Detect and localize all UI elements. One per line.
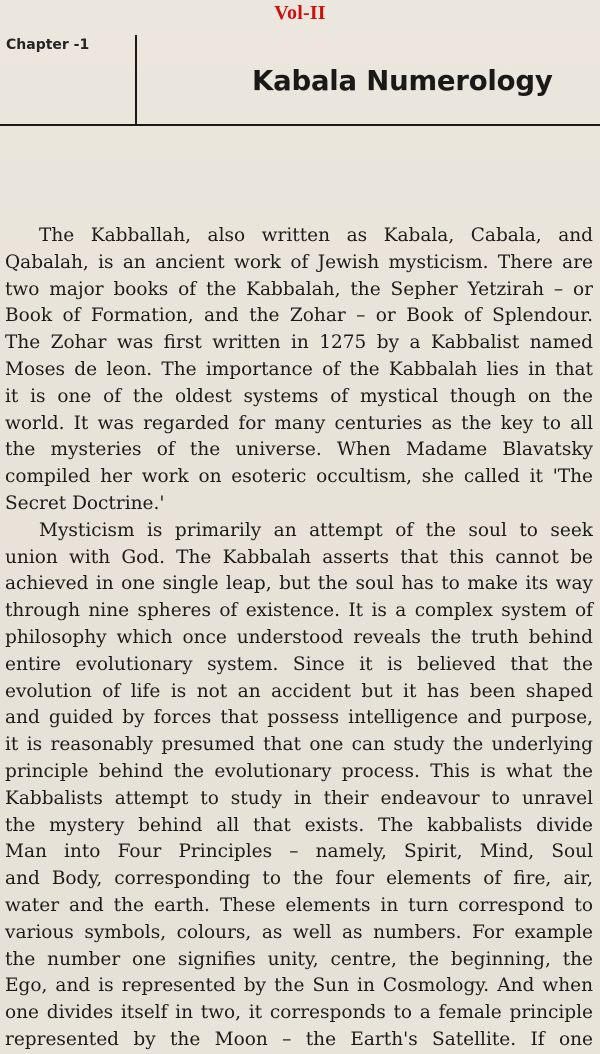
text-line: various symbols, colours, as well as numbers. For example [5, 921, 593, 943]
text-line: through nine spheres of existence. It is a complex system of [5, 600, 593, 622]
text-line: Mysticism is primarily an attempt of the soul to seek [39, 519, 593, 541]
text-line: Book of Formation, and the Zohar – or Book of Splendour. [5, 305, 593, 327]
chapter-label: Chapter -1 [6, 37, 90, 53]
text-line: the number one signifies unity, centre, the beginning, the [5, 948, 593, 970]
text-line: Ego, and is represented by the Sun in Cosmology. And when [5, 975, 593, 997]
volume-label: Vol-II [274, 2, 326, 24]
header-divider-horizontal [0, 124, 600, 126]
header-divider-vertical [135, 35, 137, 126]
chapter-title: Kabala Numerology [252, 65, 553, 97]
paragraph [5, 518, 593, 1054]
text-line: Qabalah, is an ancient work of Jewish mysticism. There are [5, 251, 593, 273]
text-line: world. It was regarded for many centuries as the key to all [5, 412, 593, 434]
text-line: Secret Doctrine.' [5, 492, 165, 514]
text-line: philosophy which once understood reveals the truth behind [5, 626, 593, 648]
text-line: entire evolutionary system. Since it is believed that the [5, 653, 593, 675]
text-line: Man into Four Principles – namely, Spirit, Mind, Soul [5, 841, 593, 863]
text-line: it is reasonably presumed that one can study the underlying [5, 734, 593, 756]
text-line: two major books of the Kabbalah, the Sepher Yetzirah – or [5, 278, 593, 300]
text-line: principle behind the evolutionary process. This is what the [5, 760, 593, 782]
paragraph [5, 223, 593, 518]
text-line: compiled her work on esoteric occultism, she called it 'The [5, 466, 593, 488]
text-line: water and the earth. These elements in turn correspond to [5, 894, 593, 916]
text-line: represented by the Moon – the Earth's Satellite. If one [5, 1028, 593, 1050]
text-line: and Body, corresponding to the four elements of fire, air, [5, 868, 593, 890]
chapter-header [0, 27, 600, 127]
text-line: Kabbalists attempt to study in their endeavour to unravel [5, 787, 593, 809]
text-line: one divides itself in two, it corresponds to a female principle [5, 1002, 593, 1024]
text-line: and guided by forces that possess intelligence and purpose, [5, 707, 593, 729]
text-line: The Kabballah, also written as Kabala, Cabala, and [39, 225, 593, 246]
text-line: union with God. The Kabbalah asserts that this cannot be [5, 546, 593, 568]
body-text [5, 223, 593, 1054]
text-line: achieved in one single leap, but the soul has to make its way [5, 573, 593, 595]
text-line: it is one of the oldest systems of mystical though on the [5, 385, 593, 407]
text-line: The Zohar was first written in 1275 by a Kabbalist named [5, 332, 593, 354]
text-line: the mysteries of the universe. When Madame Blavatsky [5, 439, 593, 461]
text-line: evolution of life is not an accident but it has been shaped [5, 680, 593, 702]
text-line: Moses de leon. The importance of the Kabbalah lies in that [5, 358, 593, 380]
text-line: the mystery behind all that exists. The kabbalists divide [5, 814, 593, 836]
